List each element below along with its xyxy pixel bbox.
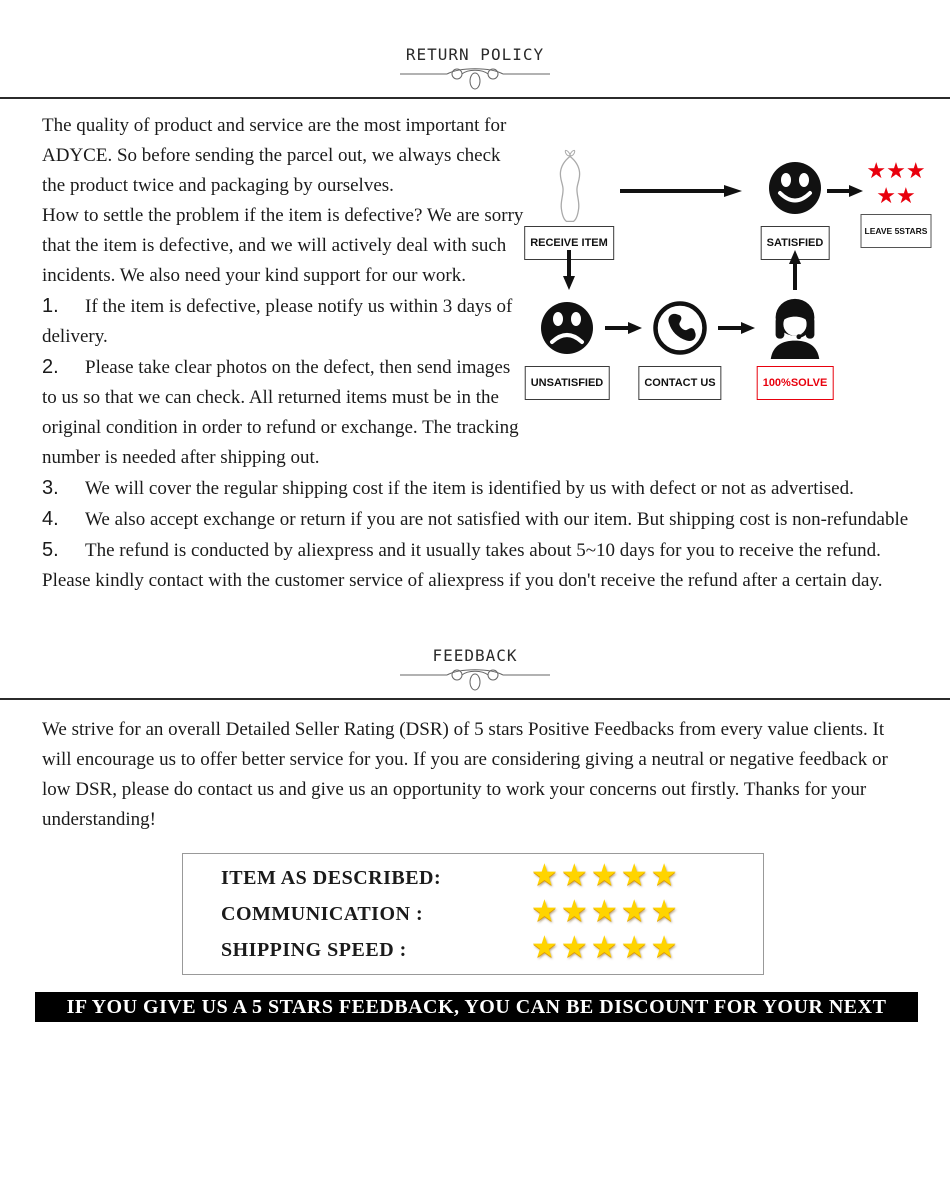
policy-item-3 — [42, 473, 930, 504]
item-text: We will cover the regular shipping cost if the item is identified by us with defect or not as advertised. — [85, 478, 854, 499]
dress-icon — [544, 146, 596, 224]
solve-label: 100%SOLVE — [757, 366, 834, 400]
happy-face-icon — [767, 160, 823, 216]
red-star-icon: ★ — [896, 184, 916, 209]
gold-star-icon: ★ — [590, 858, 621, 893]
satisfied-label: SATISFIED — [761, 226, 830, 260]
five-gold-stars — [531, 894, 681, 931]
policy-item-5 — [42, 535, 930, 596]
five-gold-stars — [531, 930, 681, 967]
service-flow-diagram — [530, 146, 930, 466]
contact-us-label: CONTACT US — [638, 366, 721, 400]
intro-paragraph-1: The quality of product and service are the most important for ADYCE. So before sending the parcel out, we always check the product twice and packaging by ourselves. — [42, 115, 507, 196]
item-number: 4. — [42, 508, 59, 530]
gold-star-icon: ★ — [620, 894, 651, 929]
feedback-header — [0, 646, 950, 692]
feedback-title: FEEDBACK — [432, 646, 518, 665]
item-number: 5. — [42, 539, 59, 561]
gold-star-icon: ★ — [650, 930, 681, 965]
gold-star-icon: ★ — [590, 894, 621, 929]
feedback-content — [0, 700, 950, 1048]
gold-star-icon: ★ — [620, 858, 651, 893]
flourish-ornament-icon — [400, 65, 550, 91]
arrow-up-icon — [789, 250, 801, 290]
red-star-icon: ★ — [876, 184, 896, 209]
customer-service-agent-icon — [763, 296, 827, 360]
rating-label: ITEM AS DESCRIBED: — [221, 867, 442, 889]
item-number: 1. — [42, 295, 59, 317]
rating-row-communication — [183, 896, 763, 932]
dsr-paragraph: We strive for an overall Detailed Seller Rating (DSR) of 5 stars Positive Feedbacks from every value clients. It will encourage us to offer better service for you. If you are considering giving a neutral or negative feedback or low DSR, please do contact us and give us an opportunity to work your concerns out firstly. Thanks for your understanding! — [42, 719, 888, 830]
phone-icon — [651, 299, 709, 357]
receive-item-label: RECEIVE ITEM — [524, 226, 614, 260]
arrow-down-icon — [563, 250, 575, 290]
gold-star-icon: ★ — [531, 930, 561, 965]
return-policy-title: RETURN POLICY — [405, 45, 545, 64]
rating-row-item-as-described — [183, 860, 763, 896]
item-text: If the item is defective, please notify us within 3 days of delivery. — [42, 296, 513, 347]
gold-star-icon: ★ — [650, 858, 681, 893]
item-text: Please take clear photos on the defect, then send images to us so that we can check. All returned items must be in the original condition in order to refund or exchange. The tracking number is needed after shipping out. — [42, 357, 519, 468]
discount-banner: IF YOU GIVE US A 5 STARS FEEDBACK, YOU CAN BE DISCOUNT FOR YOUR NEXT ORDER — [35, 992, 918, 1022]
rating-row-shipping-speed — [183, 932, 763, 968]
arrow-right-icon — [620, 185, 742, 197]
red-star-icon: ★ — [886, 159, 906, 184]
gold-star-icon: ★ — [531, 894, 561, 929]
red-stars-row — [858, 160, 934, 185]
rating-label: COMMUNICATION : — [221, 903, 424, 925]
five-red-stars-icon — [858, 160, 934, 210]
item-number: 3. — [42, 477, 59, 499]
gold-star-icon: ★ — [531, 858, 561, 893]
gold-star-icon: ★ — [560, 894, 591, 929]
arrow-right-icon — [718, 322, 755, 334]
rating-label: SHIPPING SPEED : — [221, 939, 407, 961]
red-star-icon: ★ — [905, 159, 926, 184]
policy-item-4 — [42, 504, 930, 535]
gold-star-icon: ★ — [560, 858, 591, 893]
rating-table — [182, 853, 764, 975]
gold-star-icon: ★ — [650, 894, 681, 929]
red-star-icon: ★ — [866, 159, 887, 184]
item-text: The refund is conducted by aliexpress and it usually takes about 5~10 days for you to receive the refund. Please kindly contact with the customer service of aliexpress if you don't receive the refund after a certain day. — [42, 540, 883, 591]
sad-face-icon — [539, 300, 595, 356]
flourish-ornament-icon — [400, 666, 550, 692]
gold-star-icon: ★ — [560, 930, 591, 965]
item-number: 2. — [42, 356, 59, 378]
gold-star-icon: ★ — [590, 930, 621, 965]
unsatisfied-label: UNSATISFIED — [525, 366, 610, 400]
leave-5stars-label: LEAVE 5STARS — [861, 214, 932, 248]
item-text: We also accept exchange or return if you are not satisfied with our item. But shipping cost is non-refundable — [85, 509, 909, 530]
intro-paragraph-2: How to settle the problem if the item is defective? We are sorry that the item is defective, and we will actively deal with such incidents. We also need your kind support for our work. — [42, 205, 524, 286]
arrow-right-icon — [605, 322, 642, 334]
return-policy-content — [0, 99, 950, 596]
gold-star-icon: ★ — [620, 930, 651, 965]
five-gold-stars — [531, 858, 681, 895]
red-stars-row — [858, 185, 934, 210]
service-flow — [530, 146, 930, 396]
return-policy-header — [0, 0, 950, 91]
